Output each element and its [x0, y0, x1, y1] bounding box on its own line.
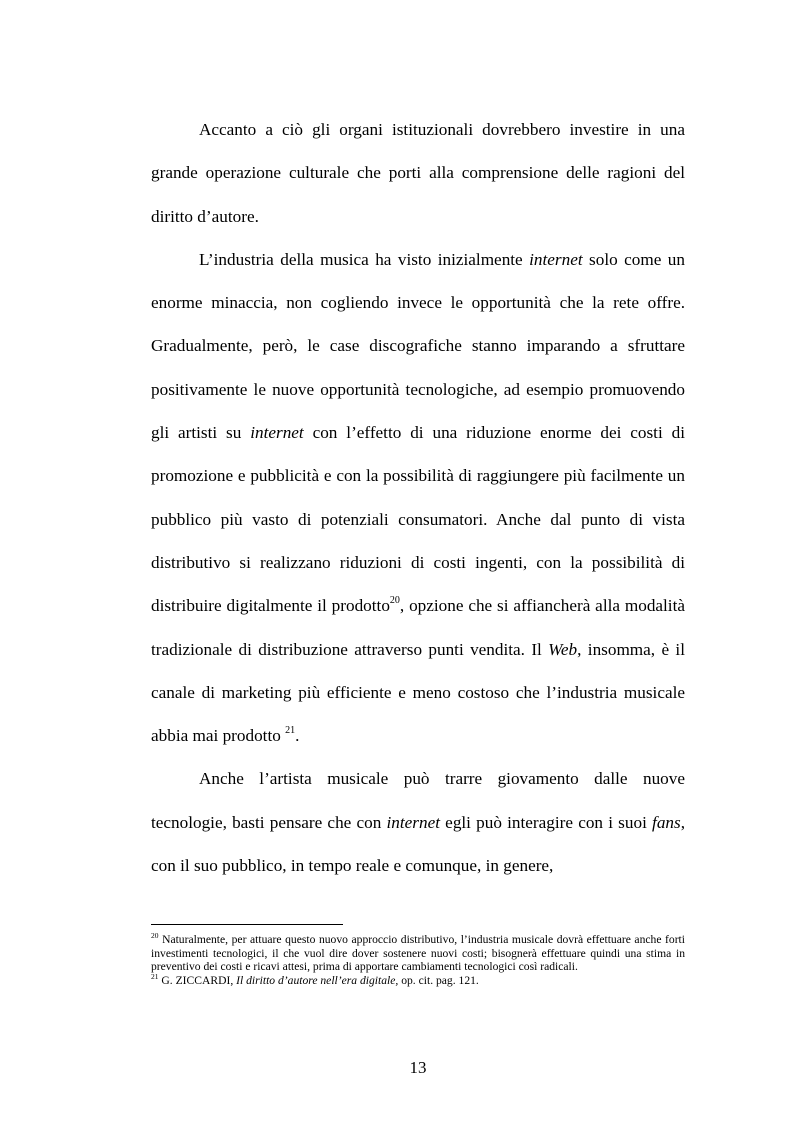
footnote-text: op. cit. pag. 121. [398, 973, 479, 987]
paragraph-3 [151, 757, 685, 887]
footnote-text: Naturalmente, per attuare questo nuovo approccio distributivo, l’industria musicale dovrà effettuare anche forti investimenti tecnologici, il che vuol dire dover sostenere nuovi costi; bisognerà effettuare quindi una stima in preventivo dei costi e ricavi attesi, prima di apportare cambiamenti tecnologici così radicali. [151, 933, 685, 974]
italic-term: internet [386, 812, 440, 832]
footnote-number: 21 [151, 971, 159, 981]
text-run: L’industria della musica ha visto inizialmente [199, 249, 530, 269]
italic-term: fans [652, 812, 681, 832]
page-number: 13 [409, 1058, 427, 1077]
body-text [151, 108, 685, 887]
paragraph-2 [151, 238, 685, 758]
footnote-author: G. ZICCARDI, [158, 973, 237, 987]
footnote-21 [151, 971, 685, 988]
italic-term: internet [250, 423, 304, 443]
text-run: Anche l’artista musicale può trarre giovamento dalle nuove tecnologie, basti pensare che con [151, 769, 685, 832]
text-run: , con il suo pubblico, in tempo reale e comunque, in genere, [151, 812, 685, 876]
paragraph-1: Accanto a ciò gli organi istituzionali dovrebbero investire in una grande operazione culturale che porti alla comprensione delle ragioni del diritto d’autore. [151, 120, 685, 226]
footnote-title: Il diritto d’autore nell’era digitale, [236, 973, 399, 987]
footnote-separator [151, 924, 343, 925]
italic-term: internet [529, 249, 583, 269]
text-run: egli può interagire con i suoi [439, 812, 653, 832]
text-run: , insomma, è il canale di marketing più efficiente e meno costoso che l’industria musicale abbia mai prodotto [151, 639, 685, 746]
footnote-ref-21[interactable]: 21 [285, 725, 296, 737]
footnote-20 [151, 933, 685, 974]
footnotes [151, 933, 685, 987]
text-run: . [295, 726, 300, 746]
text-run: , opzione che si affiancherà alla modalità tradizionale di distribuzione attraverso punti vendita. Il [151, 596, 685, 659]
footnote-ref-20[interactable]: 20 [389, 595, 400, 607]
footnote-number: 20 [151, 931, 159, 940]
text-run: con l’effetto di una riduzione enorme dei costi di promozione e pubblicità e con la possibilità di raggiungere più facilmente un pubblico più vasto di potenziali consumatori. Anche dal punto di vista distributivo si realizzano riduzioni di costi ingenti, con la possibilità di distribuire digitalmente il prodotto [151, 423, 685, 616]
italic-term: Web [548, 639, 578, 659]
text-run: solo come un enorme minaccia, non cogliendo invece le opportunità che la rete offre. Gradualmente, però, le case discografiche stanno imparando a sfruttare positivamente le nuove opportunità tecnologiche, ad esempio promuovendo gli artisti su [151, 249, 685, 443]
